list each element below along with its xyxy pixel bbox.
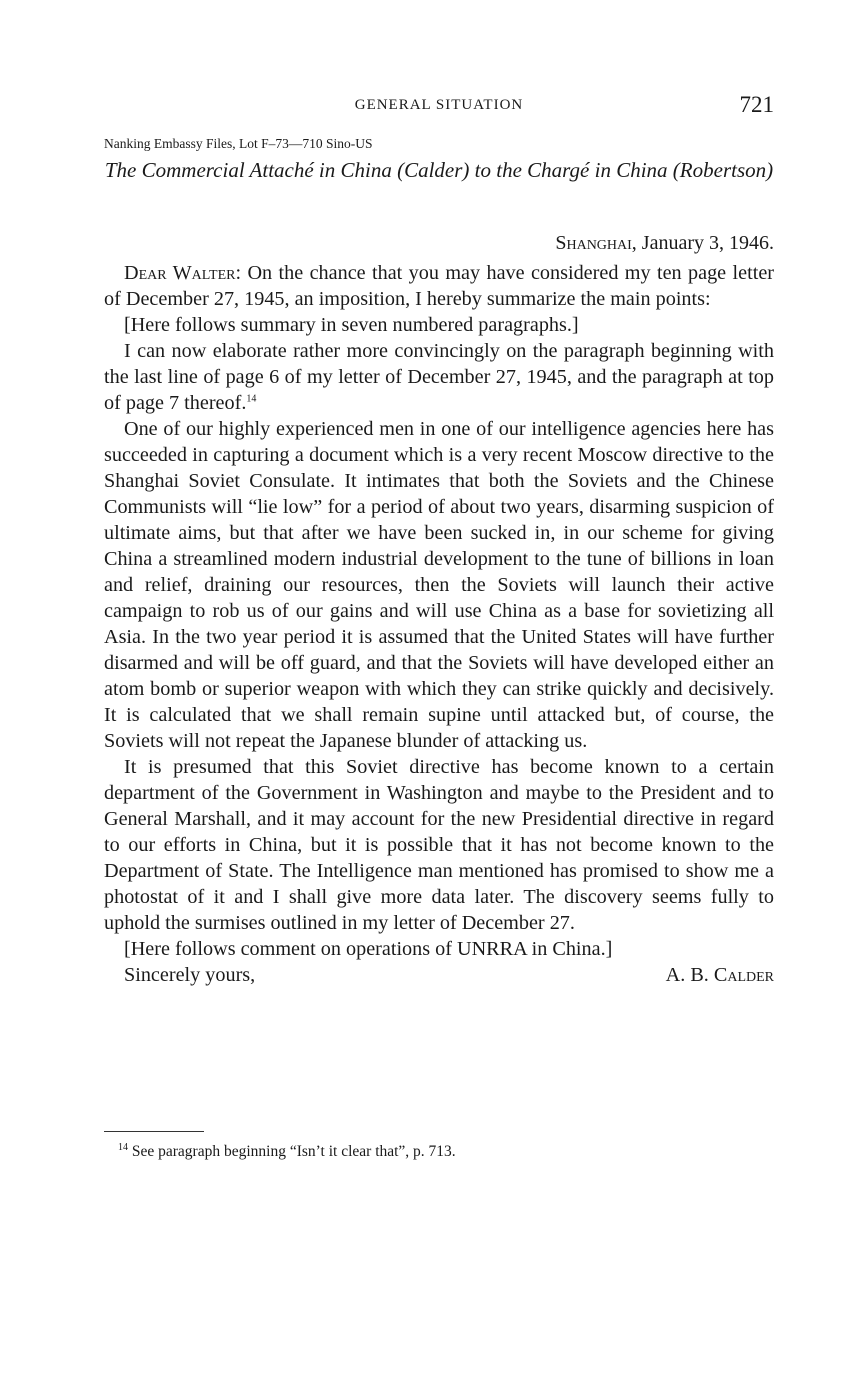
running-head [104, 92, 774, 122]
running-title: GENERAL SITUATION [354, 97, 524, 113]
paragraph-unrra-note: [Here follows comment on operations of UNRRA in China.] [124, 938, 613, 960]
document-title: The Commercial Attaché in China (Calder) to the Chargé in China (Robertson) [104, 158, 774, 182]
paragraph-text: I can now elaborate rather more convincingly on the paragraph beginning with the last line of page 6 of my letter of December 27, 1945, and the paragraph at top of page 7 thereof. [104, 340, 774, 414]
closing: Sincerely yours, [124, 964, 256, 986]
footnote-ref: 14 [246, 393, 257, 405]
dateline-date: , January 3, 1946. [631, 232, 774, 254]
footnote-text: See paragraph beginning “Isn’t it clear that”, p. 713. [128, 1143, 456, 1160]
paragraph-salutation [104, 260, 774, 312]
file-reference: Nanking Embassy Files, Lot F–73—710 Sino-US [104, 136, 373, 151]
paragraph-elaboration [104, 338, 774, 416]
footnote [118, 1143, 456, 1161]
paragraph-presumption: It is presumed that this Soviet directive has become known to a certain department of the Government in Washington and maybe to the President and to General Marshall, and it may account for the new Presidential directive in regard to our efforts in China, but it is possible that it has not become known to the Department of State. The Intelligence man mentioned has promised to show me a photostat of it and I shall give more data later. The discovery seems fully to uphold the surmises outlined in my letter of December 27. [104, 756, 774, 934]
footnote-divider [104, 1131, 204, 1132]
dateline-place: Shanghai [555, 232, 632, 254]
letter-body [104, 260, 774, 988]
signature: A. B. Calder [665, 964, 774, 986]
signoff [104, 962, 774, 988]
paragraph-summary-note: [Here follows summary in seven numbered paragraphs.] [124, 314, 579, 336]
paragraph-text: : On the chance that you may have considered my ten page letter of December 27, 1945, an imposition, I hereby summarize the main points: [104, 262, 774, 310]
page-number: 721 [739, 92, 774, 117]
paragraph-directive: One of our highly experienced men in one of our intelligence agencies here has succeeded in capturing a document which is a very recent Moscow directive to the Shanghai Soviet Consulate. It intimates that both the Soviets and the Chinese Communists will “lie low” for a period of about two years, disarming suspicion of ultimate aims, but that after we have been sucked in, in our scheme for giving China a streamlined modern industrial development to the tune of billions in loan and relief, draining our resources, then the Soviets will launch their active campaign to rob us of our gains and will use China as a base for sovietizing all Asia. In the two year period it is assumed that the United States will have further disarmed and will be off guard, and that the Soviets will have developed either an atom bomb or superior weapon with which they can strike quickly and decisively. It is calculated that we shall remain supine until attacked but, of course, the Soviets will not repeat the Japanese blunder of attacking us. [104, 418, 774, 752]
dateline [555, 232, 774, 255]
footnote-number: 14 [118, 1141, 128, 1153]
salutation: Dear Walter [124, 262, 236, 284]
